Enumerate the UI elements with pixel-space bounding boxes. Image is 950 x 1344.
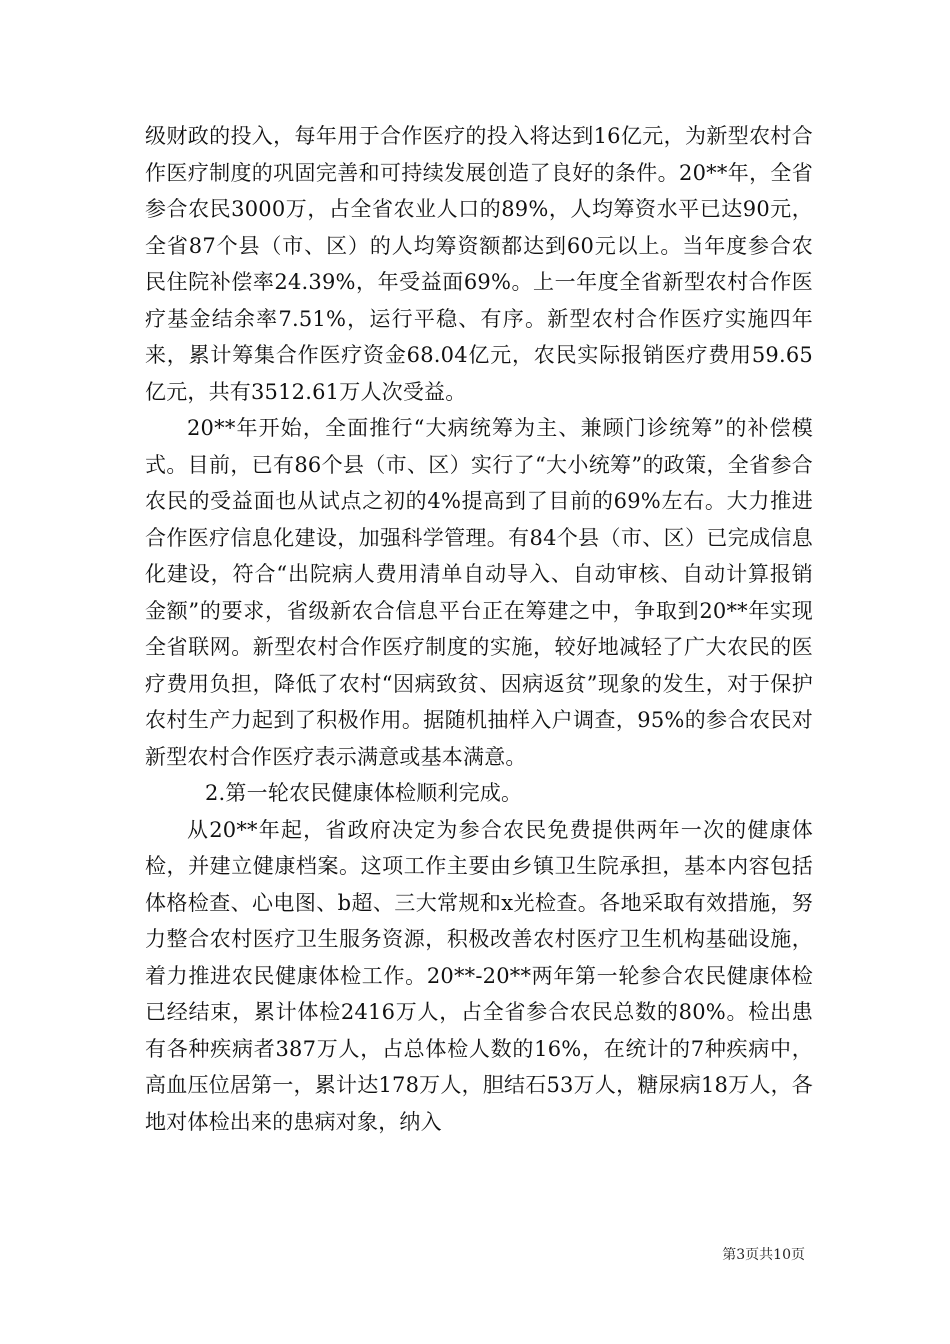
paragraph-compensation-model: 20**年开始，全面推行“大病统筹为主、兼顾门诊统筹”的补偿模式。目前，已有86个县（市、区）实行了“大小统筹”的政策，全省参合农民的受益面也从试点之初的4%提高到了目前的69%左右。大力推进合作医疗信息化建设，加强科学管理。有84个县（市、区）已完成信息化建设，符合“出院病人费用清单自动导入、自动审核、自动计算报销金额”的要求，省级新农合信息平台正在筹建之中，争取到20**年实现全省联网。新型农村合作医疗制度的实施，较好地减轻了广大农民的医疗费用负担，降低了农村“因病致贫、因病返贫”现象的发生，对于保护农村生产力起到了积极作用。据随机抽样入户调查，95%的参合农民对新型农村合作医疗表示满意或基本满意。 bbox=[145, 416, 813, 769]
paragraph-health-checkup: 从20**年起，省政府决定为参合农民免费提供两年一次的健康体检，并建立健康档案。这项工作主要由乡镇卫生院承担，基本内容包括体格检查、心电图、b超、三大常规和x光检查。各地采取有效措施，努力整合农村医疗卫生服务资源，积极改善农村医疗卫生机构基础设施，着力推进农民健康体检工作。20**-20**两年第一轮参合农民健康体检已经结束，累计体检2416万人，占全省参合农民总数的80%。检出患有各种疾病者387万人，占总体检人数的16%，在统计的7种疾病中，高血压位居第一，累计达178万人，胆结石53万人，糖尿病18万人，各地对体检出来的患病对象，纳入 bbox=[145, 817, 813, 1134]
section-heading-health-checkup: 2.第一轮农民健康体检顺利完成。 bbox=[205, 781, 523, 805]
page-number-footer: 第3页共10页 bbox=[722, 1247, 805, 1263]
paragraph-fund-statistics: 级财政的投入，每年用于合作医疗的投入将达到16亿元，为新型农村合作医疗制度的巩固完善和可持续发展创造了良好的条件。20**年，全省参合农民3000万，占全省农业人口的89%，人均筹资水平已达90元，全省87个县（市、区）的人均筹资额都达到60元以上。当年度参合农民住院补偿率24.39%，年受益面69%。上一年度全省新型农村合作医疗基金结余率7.51%，运行平稳、有序。新型农村合作医疗实施四年来，累计筹集合作医疗资金68.04亿元，农民实际报销医疗费用59.65亿元，共有3512.61万人次受益。 bbox=[145, 124, 813, 404]
document-body bbox=[145, 118, 813, 1140]
